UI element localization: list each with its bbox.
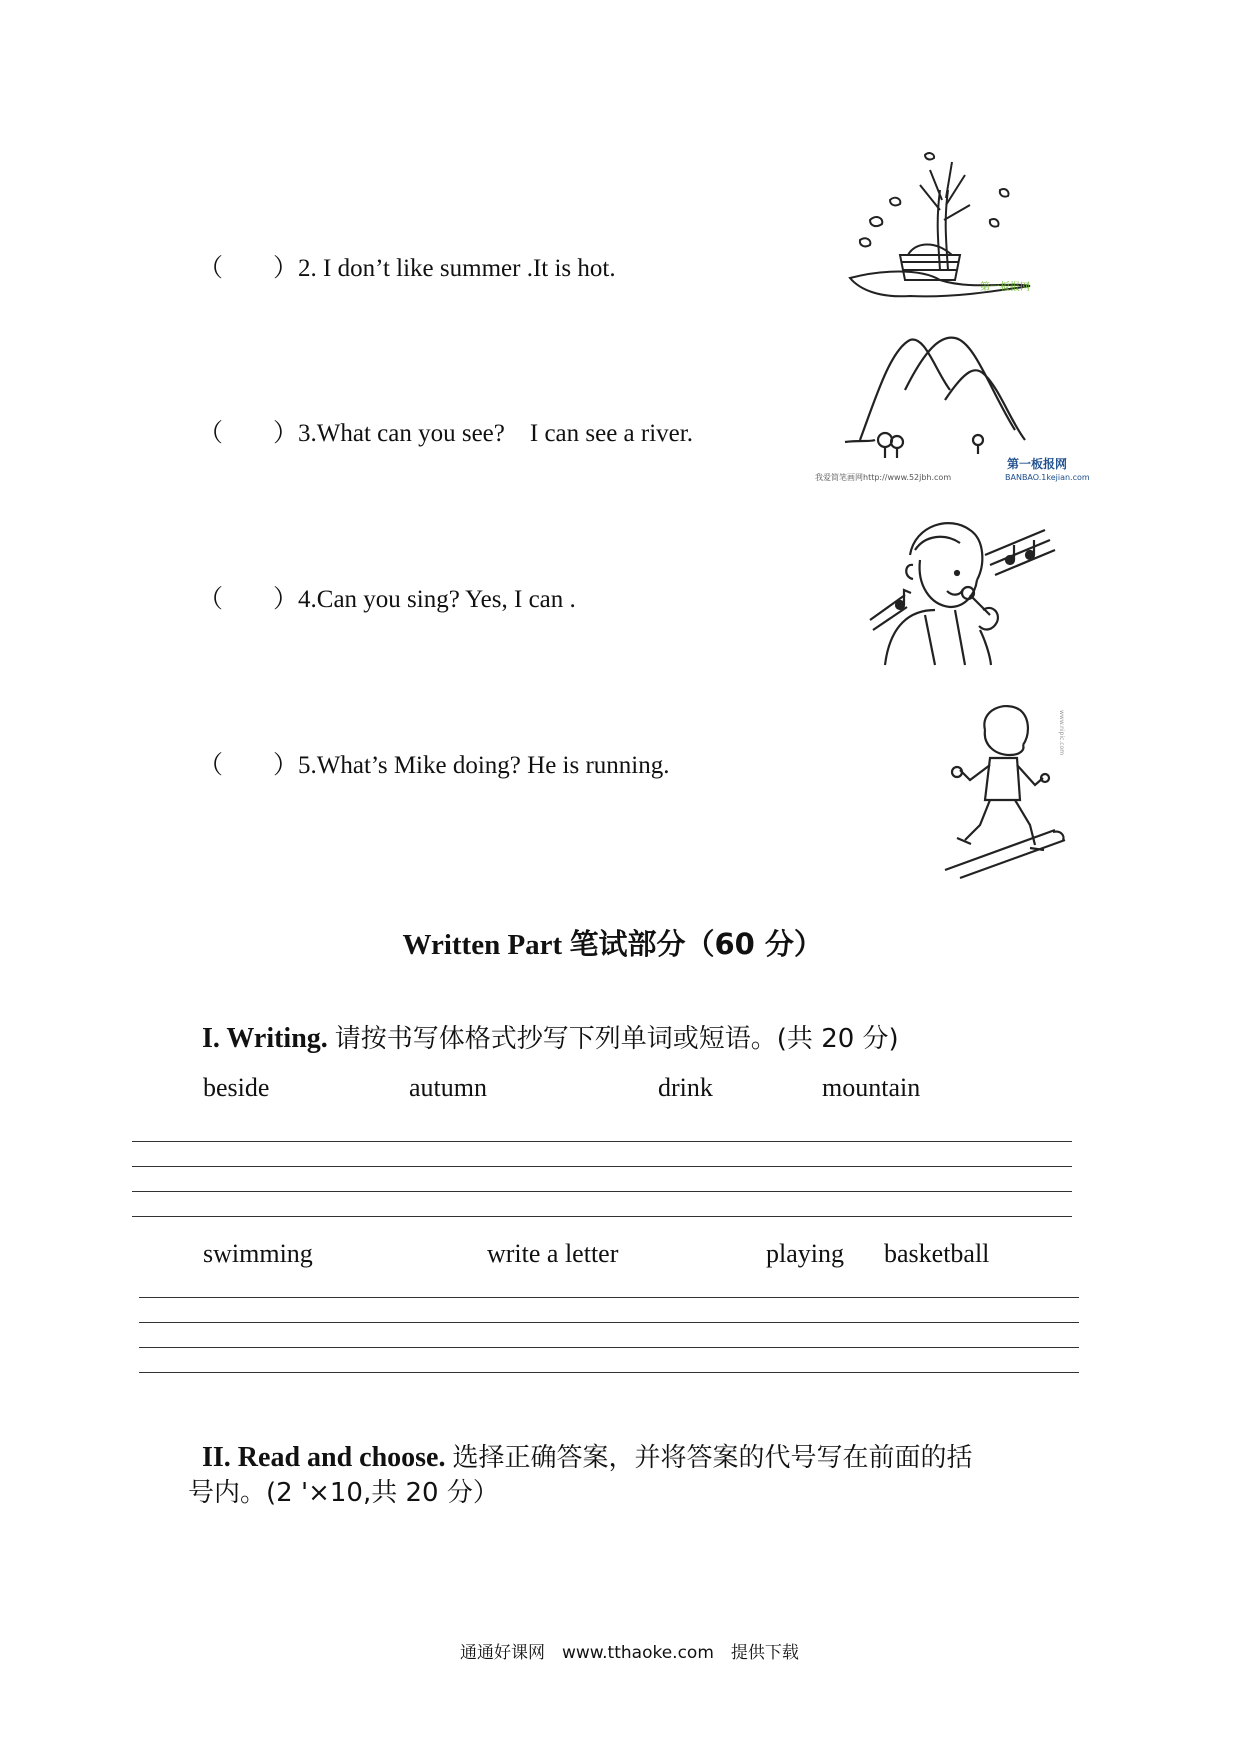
copy-word-8: basketball [884, 1239, 990, 1268]
writing-line [139, 1372, 1079, 1373]
copy-word-7: playing [766, 1239, 844, 1268]
copy-word-4: mountain [822, 1073, 921, 1102]
written-part-title-cn: 笔试部分（60 分） [569, 927, 823, 961]
section-1-title [188, 986, 899, 1055]
copy-word-2: autumn [409, 1073, 487, 1102]
listening-item-5 [198, 745, 670, 781]
answer-bracket[interactable]: （ ） [198, 752, 299, 779]
mountain-brand-watermark: 第一板报网 [1007, 457, 1068, 471]
svg-text:www.nipic.com: www.nipic.com [1058, 710, 1065, 756]
copy-word-5: swimming [203, 1239, 313, 1268]
section-1-title-cn: 请按书写体格式抄写下列单词或短语。(共 20 分) [334, 1024, 899, 1054]
writing-line [132, 1191, 1072, 1192]
writing-line [139, 1297, 1079, 1298]
section-2-title-cn-line2: 号内。(2 '×10,共 20 分） [188, 1478, 499, 1508]
question-text: 4.Can you sing? Yes, I can . [298, 586, 576, 613]
running-boy-picture [935, 700, 1070, 880]
writing-line [139, 1322, 1079, 1323]
mountain-picture [815, 330, 1090, 490]
listening-item-3 [198, 413, 693, 449]
written-part-title-en: Written Part [402, 929, 563, 961]
section-2-title-en: II. Read and choose. [202, 1442, 446, 1473]
question-text: 2. I don’t like summer .It is hot. [298, 255, 616, 282]
question-text: 3.What can you see? I can see a river. [298, 420, 693, 447]
mountain-url-watermark: BANBAO.1kejian.com [1005, 473, 1090, 482]
writing-line [132, 1141, 1072, 1142]
copy-word-6: write a letter [487, 1239, 619, 1268]
copy-word-3: drink [658, 1073, 713, 1102]
singing-boy-picture [865, 515, 1060, 665]
writing-line [139, 1347, 1079, 1348]
section-1-title-en: I. Writing. [202, 1023, 328, 1054]
question-text: 5.What’s Mike doing? He is running. [298, 752, 670, 779]
autumn-tree-picture [840, 150, 1040, 305]
answer-bracket[interactable]: （ ） [198, 420, 299, 447]
section-2-title [188, 1405, 973, 1474]
answer-bracket[interactable]: （ ） [198, 586, 299, 613]
written-part-title [388, 889, 823, 963]
page-footer: 通通好课网 www.tthaoke.com 提供下载 [460, 1643, 799, 1663]
answer-bracket[interactable]: （ ） [198, 255, 299, 282]
writing-line [132, 1166, 1072, 1167]
writing-line [132, 1216, 1072, 1217]
listening-item-4 [198, 579, 576, 615]
listening-item-2 [198, 248, 616, 284]
tree-watermark: 第一板报网 [980, 282, 1030, 293]
copy-word-1: beside [203, 1073, 270, 1102]
mountain-left-watermark: 我爱简笔画网http://www.52jbh.com [815, 473, 952, 482]
section-2-title-cn-line1: 选择正确答案，并将答案的代号写在前面的括 [452, 1443, 973, 1473]
